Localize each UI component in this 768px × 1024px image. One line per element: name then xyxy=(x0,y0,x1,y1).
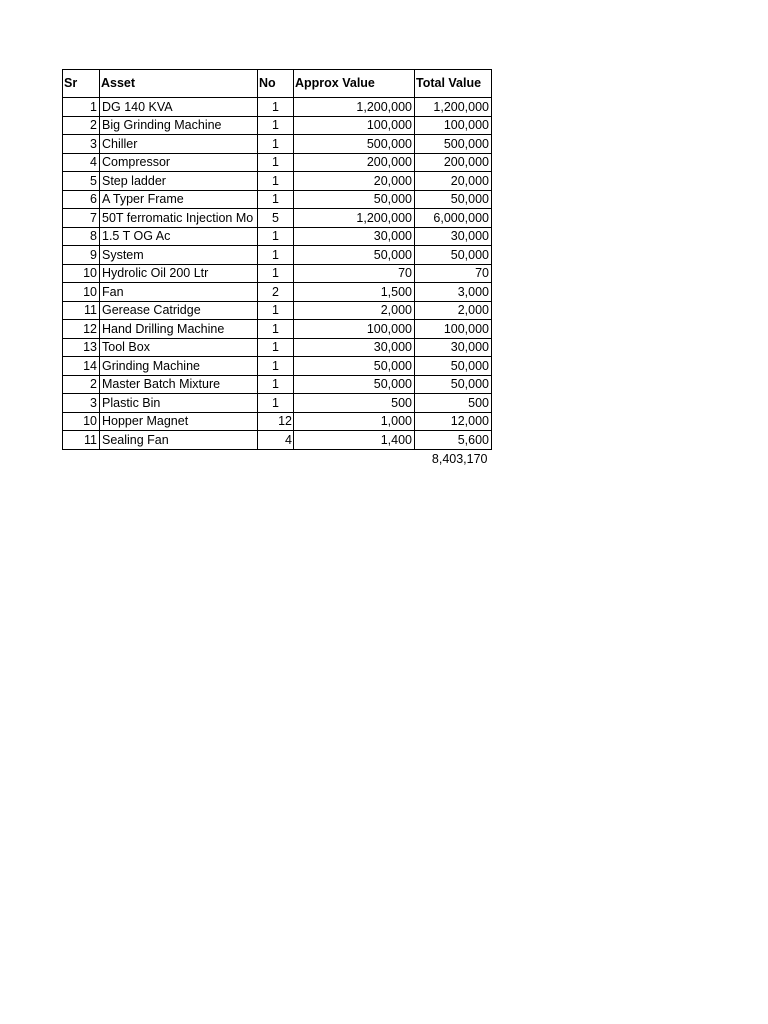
quantity-cell[interactable]: 12 xyxy=(258,412,294,431)
header-row xyxy=(63,70,492,98)
asset-cell[interactable]: System xyxy=(100,246,258,265)
grand-total-row xyxy=(63,449,492,469)
asset-cell[interactable]: 1.5 T OG Ac xyxy=(100,227,258,246)
approx-value-cell[interactable]: 100,000 xyxy=(294,320,415,339)
total-value-cell[interactable]: 3,000 xyxy=(415,283,492,302)
sr-cell[interactable]: 5 xyxy=(63,172,100,191)
quantity-cell[interactable]: 1 xyxy=(258,357,294,376)
asset-cell[interactable]: Step ladder xyxy=(100,172,258,191)
sr-cell[interactable]: 10 xyxy=(63,412,100,431)
quantity-cell[interactable]: 1 xyxy=(258,264,294,283)
quantity-cell[interactable]: 2 xyxy=(258,283,294,302)
table-header xyxy=(63,70,492,98)
quantity-cell[interactable]: 4 xyxy=(258,431,294,450)
sr-cell[interactable]: 11 xyxy=(63,431,100,450)
table-row xyxy=(63,338,492,357)
table-row xyxy=(63,98,492,117)
asset-cell[interactable]: Master Batch Mixture xyxy=(100,375,258,394)
asset-cell[interactable]: Chiller xyxy=(100,135,258,154)
approx-value-cell[interactable]: 30,000 xyxy=(294,338,415,357)
quantity-cell[interactable]: 1 xyxy=(258,246,294,265)
sr-cell[interactable]: 4 xyxy=(63,153,100,172)
approx-value-cell[interactable]: 100,000 xyxy=(294,116,415,135)
total-value-cell[interactable]: 200,000 xyxy=(415,153,492,172)
table-row xyxy=(63,227,492,246)
approx-value-cell[interactable]: 20,000 xyxy=(294,172,415,191)
asset-cell[interactable]: Plastic Bin xyxy=(100,394,258,413)
approx-value-cell[interactable]: 200,000 xyxy=(294,153,415,172)
sr-cell[interactable]: 3 xyxy=(63,135,100,154)
table-footer xyxy=(63,449,492,469)
quantity-cell[interactable]: 1 xyxy=(258,227,294,246)
table-row xyxy=(63,431,492,450)
approx-value-cell[interactable]: 50,000 xyxy=(294,357,415,376)
approx-value-cell[interactable]: 500,000 xyxy=(294,135,415,154)
asset-cell[interactable]: Gerease Catridge xyxy=(100,301,258,320)
table-row xyxy=(63,357,492,376)
asset-cell[interactable]: Hopper Magnet xyxy=(100,412,258,431)
table-row xyxy=(63,116,492,135)
table-row xyxy=(63,301,492,320)
table-row xyxy=(63,320,492,339)
quantity-cell[interactable]: 1 xyxy=(258,190,294,209)
table-row xyxy=(63,375,492,394)
table-row xyxy=(63,153,492,172)
quantity-cell[interactable]: 1 xyxy=(258,135,294,154)
empty-cell[interactable] xyxy=(63,449,100,469)
approx-value-cell[interactable]: 1,200,000 xyxy=(294,209,415,228)
asset-cell[interactable]: Fan xyxy=(100,283,258,302)
approx-value-cell[interactable]: 70 xyxy=(294,264,415,283)
asset-cell[interactable]: Compressor xyxy=(100,153,258,172)
total-value-cell[interactable]: 100,000 xyxy=(415,320,492,339)
asset-cell[interactable]: Grinding Machine xyxy=(100,357,258,376)
total-value-cell[interactable]: 30,000 xyxy=(415,227,492,246)
quantity-cell[interactable]: 1 xyxy=(258,320,294,339)
header-sr[interactable]: Sr xyxy=(63,70,100,98)
sr-cell[interactable]: 10 xyxy=(63,264,100,283)
table-row xyxy=(63,283,492,302)
approx-value-cell[interactable]: 2,000 xyxy=(294,301,415,320)
table-row xyxy=(63,412,492,431)
quantity-cell[interactable]: 1 xyxy=(258,394,294,413)
header-no[interactable]: No xyxy=(258,70,294,98)
approx-value-cell[interactable]: 1,500 xyxy=(294,283,415,302)
sr-cell[interactable]: 13 xyxy=(63,338,100,357)
table-row xyxy=(63,172,492,191)
total-value-cell[interactable]: 12,000 xyxy=(415,412,492,431)
asset-cell[interactable]: Hand Drilling Machine xyxy=(100,320,258,339)
table-row xyxy=(63,135,492,154)
sr-cell[interactable]: 2 xyxy=(63,375,100,394)
empty-cell[interactable] xyxy=(294,449,415,469)
empty-cell[interactable] xyxy=(100,449,258,469)
quantity-cell[interactable]: 1 xyxy=(258,98,294,117)
total-value-cell[interactable]: 50,000 xyxy=(415,190,492,209)
total-value-cell[interactable]: 100,000 xyxy=(415,116,492,135)
sr-cell[interactable]: 14 xyxy=(63,357,100,376)
header-approx-value[interactable]: Approx Value xyxy=(294,70,415,98)
quantity-cell[interactable]: 1 xyxy=(258,172,294,191)
approx-value-cell[interactable]: 1,400 xyxy=(294,431,415,450)
table-row xyxy=(63,209,492,228)
header-asset[interactable]: Asset xyxy=(100,70,258,98)
asset-cell[interactable]: DG 140 KVA xyxy=(100,98,258,117)
sr-cell[interactable]: 12 xyxy=(63,320,100,339)
approx-value-cell[interactable]: 50,000 xyxy=(294,375,415,394)
table-row xyxy=(63,190,492,209)
sr-cell[interactable]: 9 xyxy=(63,246,100,265)
total-value-cell[interactable]: 500 xyxy=(415,394,492,413)
header-total-value[interactable]: Total Value xyxy=(415,70,492,98)
sr-cell[interactable]: 7 xyxy=(63,209,100,228)
total-value-cell[interactable]: 20,000 xyxy=(415,172,492,191)
quantity-cell[interactable]: 1 xyxy=(258,116,294,135)
asset-cell[interactable]: Tool Box xyxy=(100,338,258,357)
table-body xyxy=(63,98,492,450)
total-value-cell[interactable]: 6,000,000 xyxy=(415,209,492,228)
total-value-cell[interactable]: 1,200,000 xyxy=(415,98,492,117)
table-row xyxy=(63,246,492,265)
approx-value-cell[interactable]: 50,000 xyxy=(294,190,415,209)
approx-value-cell[interactable]: 500 xyxy=(294,394,415,413)
approx-value-cell[interactable]: 1,000 xyxy=(294,412,415,431)
asset-cell[interactable]: Hydrolic Oil 200 Ltr xyxy=(100,264,258,283)
sr-cell[interactable]: 11 xyxy=(63,301,100,320)
total-value-cell[interactable]: 50,000 xyxy=(415,375,492,394)
quantity-cell[interactable]: 1 xyxy=(258,338,294,357)
sr-cell[interactable]: 2 xyxy=(63,116,100,135)
table-row xyxy=(63,394,492,413)
total-value-cell[interactable]: 30,000 xyxy=(415,338,492,357)
approx-value-cell[interactable]: 30,000 xyxy=(294,227,415,246)
asset-table xyxy=(62,69,492,469)
asset-cell[interactable]: A Typer Frame xyxy=(100,190,258,209)
total-value-cell[interactable]: 500,000 xyxy=(415,135,492,154)
grand-total-value[interactable]: 8,403,170 xyxy=(431,452,488,466)
table-row xyxy=(63,264,492,283)
total-value-cell[interactable]: 50,000 xyxy=(415,357,492,376)
approx-value-cell[interactable]: 1,200,000 xyxy=(294,98,415,117)
quantity-cell[interactable]: 1 xyxy=(258,153,294,172)
quantity-cell[interactable]: 5 xyxy=(258,209,294,228)
sr-cell[interactable]: 6 xyxy=(63,190,100,209)
sr-cell[interactable]: 1 xyxy=(63,98,100,117)
sr-cell[interactable]: 10 xyxy=(63,283,100,302)
asset-cell[interactable]: 50T ferromatic Injection Mo xyxy=(100,209,258,228)
spreadsheet-sheet xyxy=(62,69,492,469)
asset-cell[interactable]: Sealing Fan xyxy=(100,431,258,450)
total-value-cell[interactable]: 2,000 xyxy=(415,301,492,320)
quantity-cell[interactable]: 1 xyxy=(258,301,294,320)
approx-value-cell[interactable]: 50,000 xyxy=(294,246,415,265)
sr-cell[interactable]: 3 xyxy=(63,394,100,413)
total-value-cell[interactable]: 5,600 xyxy=(415,431,492,450)
total-value-cell[interactable]: 50,000 xyxy=(415,246,492,265)
empty-cell[interactable] xyxy=(258,449,294,469)
sr-cell[interactable]: 8 xyxy=(63,227,100,246)
quantity-cell[interactable]: 1 xyxy=(258,375,294,394)
asset-cell[interactable]: Big Grinding Machine xyxy=(100,116,258,135)
total-value-cell[interactable]: 70 xyxy=(415,264,492,283)
